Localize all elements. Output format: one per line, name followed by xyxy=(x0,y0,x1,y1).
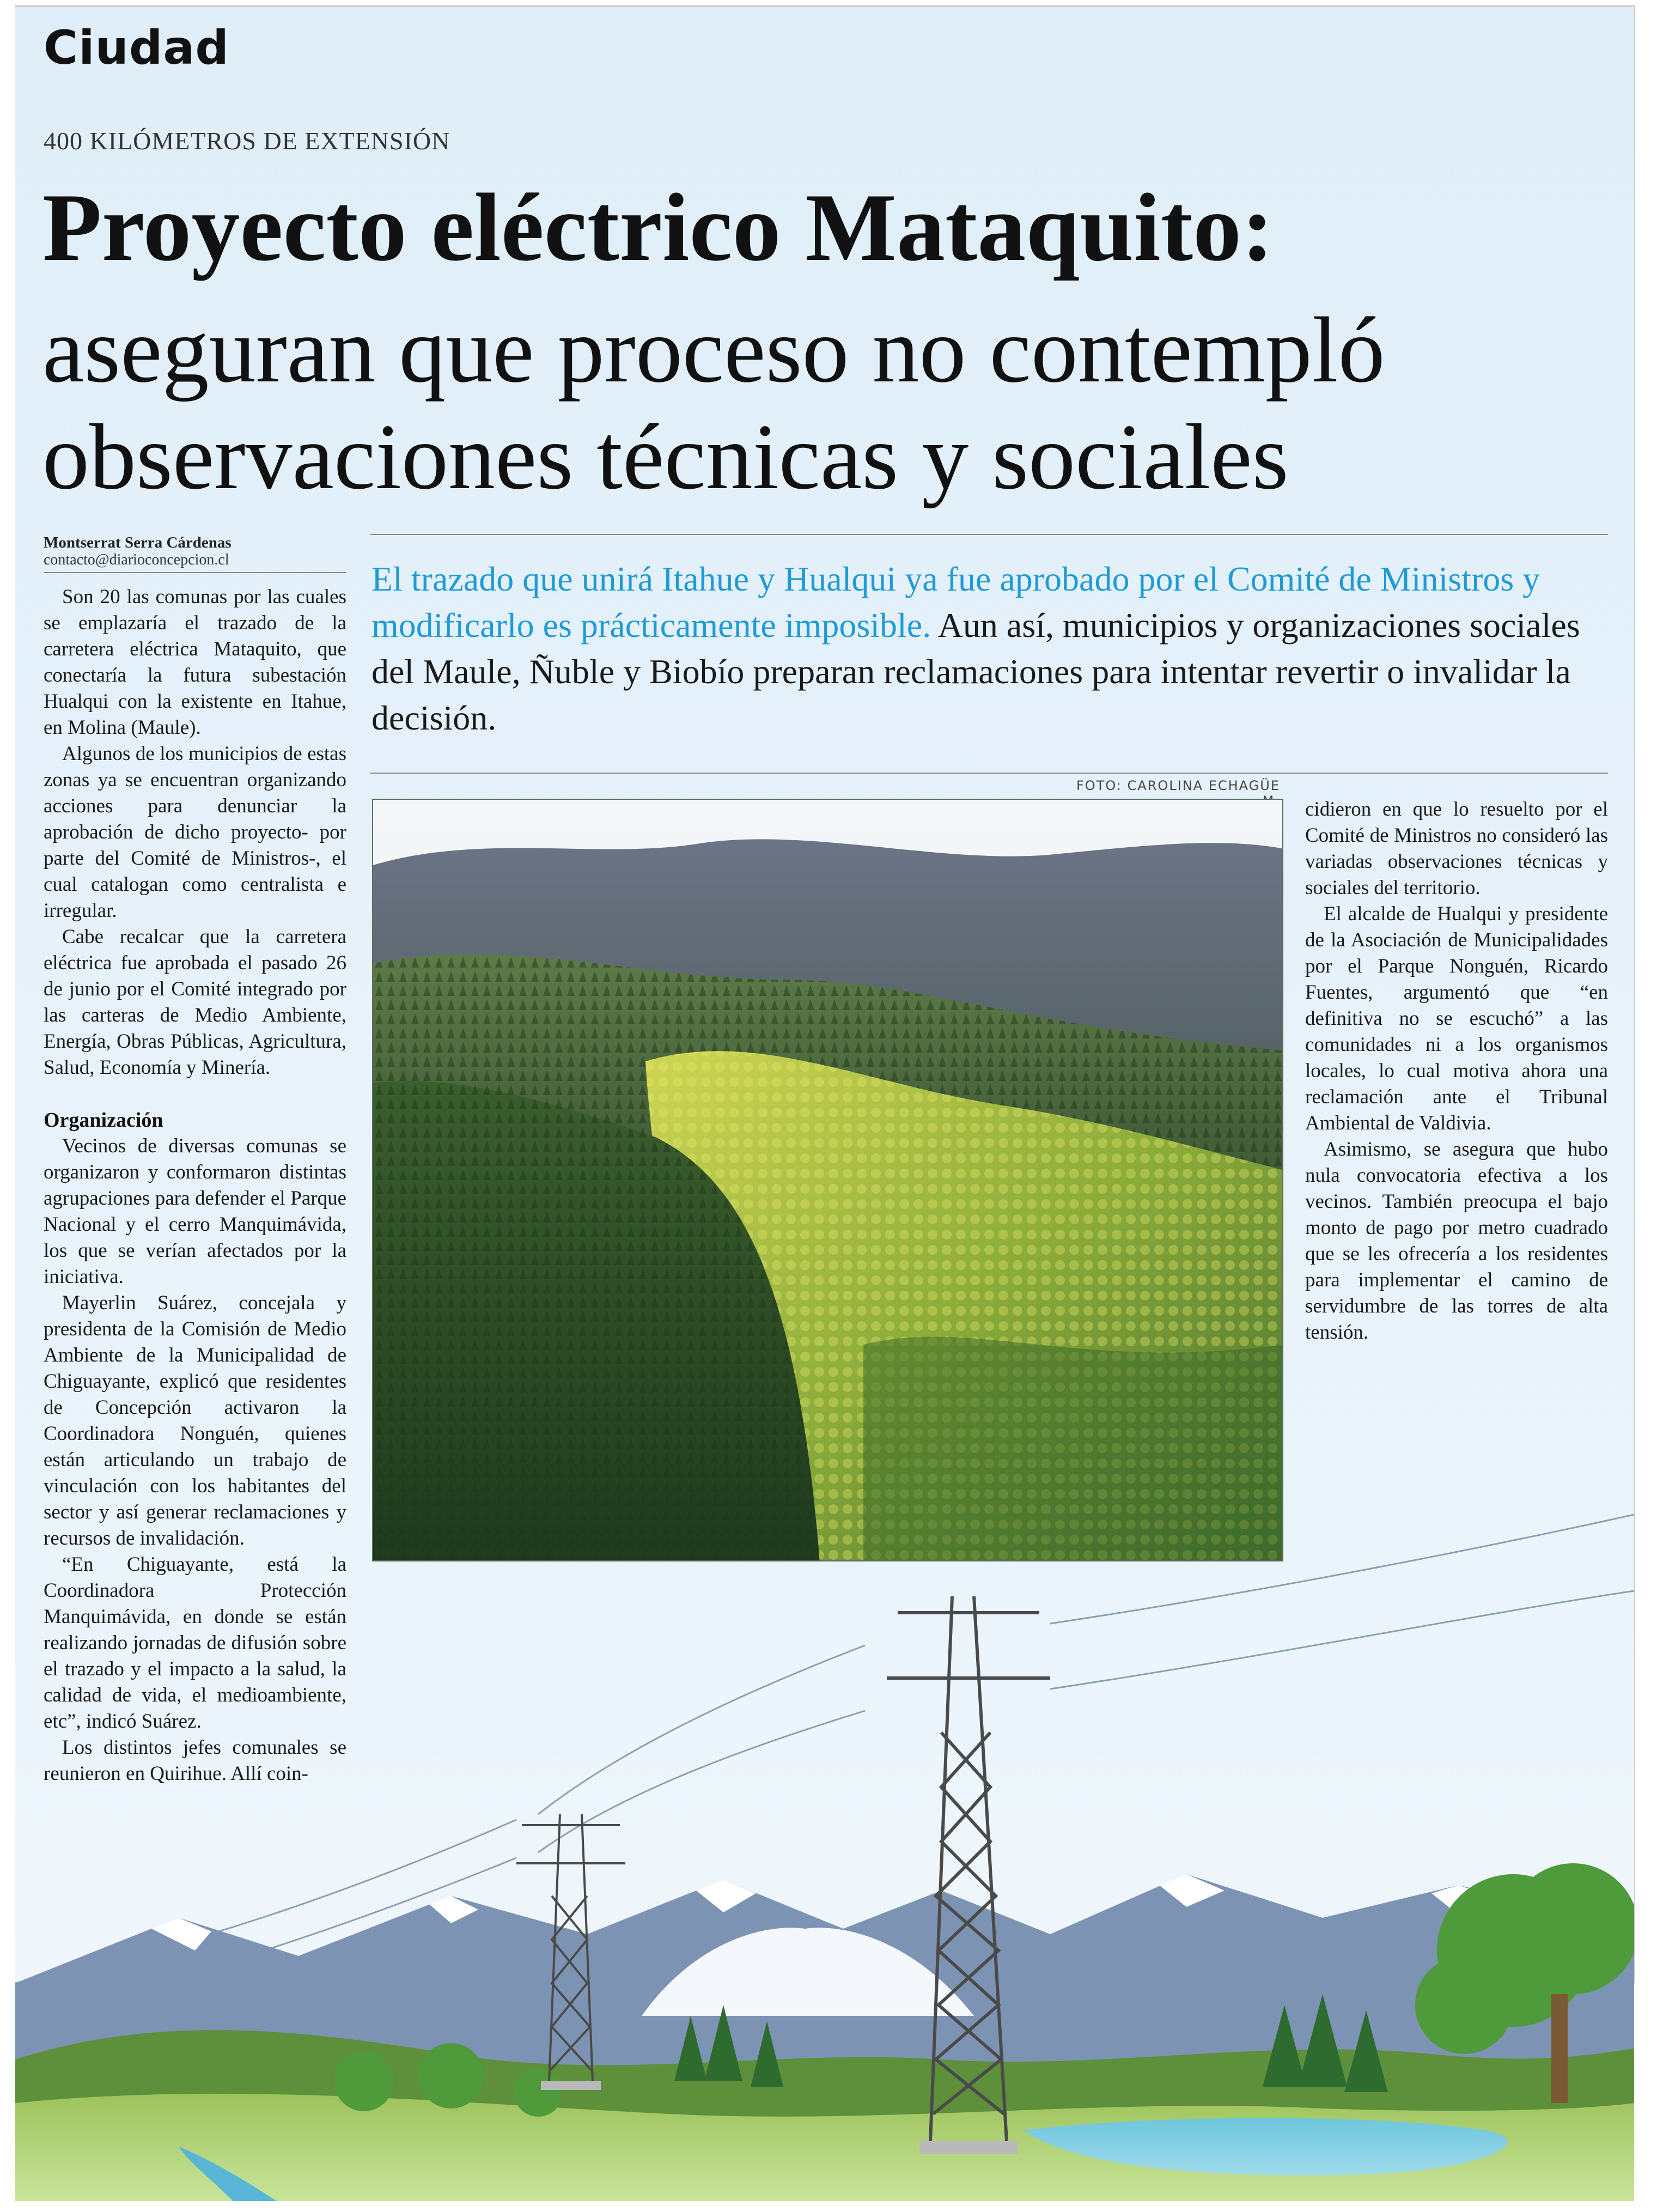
body-paragraph: Vecinos de diversas comunas se organizaron y conformaron distintas agrupaciones para defender el Parque Nacional y el cerro Manquimávida, los que se verían afectados por la iniciativa. xyxy=(44,1135,346,1288)
byline-author: Montserrat Serra Cárdenas xyxy=(44,534,232,551)
lede-highlight: El trazado que unirá Itahue y Hualqui ya fue aprobado por el Comité de Ministros y modificarlo es prácticamente imposible. xyxy=(371,560,1540,645)
landscape-power-line-illustration xyxy=(15,1406,1634,2201)
lede-rule-top xyxy=(370,534,1608,535)
body-paragraph: Cabe recalcar que la carretera eléctrica fue aprobada el pasado 26 de junio por el Comité integrado por las carteras de Medio Ambiente, Energía, Obras Públicas, Agricultura, Salud, Economía y Minería. xyxy=(44,926,346,1079)
photo-credit: FOTO: CAROLINA ECHAGÜE xyxy=(1076,778,1280,793)
body-paragraph: Los distintos jefes comunales se reunieron en Quirihue. Allí coin- xyxy=(44,1736,346,1785)
byline-email: contacto@diarioconcepcion.cl xyxy=(44,551,229,568)
body-column-right xyxy=(1305,797,1608,1346)
section-label: Ciudad xyxy=(44,21,229,75)
body-paragraph: Algunos de los municipios de estas zonas ya se encuentran organizando acciones para denunciar la aprobación de dicho proyecto- por parte del Comité de Ministros-, el cual catalogan como centralista e irregular. xyxy=(44,743,346,922)
headline-main: Proyecto eléctrico Mataquito: xyxy=(42,173,1274,281)
headline-sub: aseguran que proceso no contempló observaciones técnicas y sociales xyxy=(42,299,1385,509)
lede-rule-bottom xyxy=(370,773,1608,774)
body-paragraph: Mayerlin Suárez, concejala y presidenta de la Comisión de Medio Ambiente de la Municipalidad de Chiguayante, explicó que residentes de Concepción activaron la Coordinadora Nonguén, quienes están articulando un trabajo de vinculación con los habitantes del sector y así generar reclamaciones y recursos de invalidación. xyxy=(44,1292,346,1549)
body-paragraph: El alcalde de Hualqui y presidente de la Asociación de Municipalidades por el Parque Nonguén, Ricardo Fuentes, argumentó que “en definitiva no se escuchó” a las comunidades ni a los organismos locales, lo cual motiva ahora una reclamación ante el Tribunal Ambiental de Valdivia. xyxy=(1305,903,1608,1134)
body-paragraph: Asimismo, se asegura que hubo nula convocatoria efectiva a los vecinos. También preocupa el bajo monto de pago por metro cuadrado que se les ofrecería a los residentes para implementar el camino de servidumbre de las torres de alta tensión. xyxy=(1305,1138,1608,1344)
body-paragraph: “En Chiguayante, está la Coordinadora Protección Manquimávida, en donde se están realizando jornadas de difusión sobre el trazado y el impacto a la salud, la calidad de vida, el medioambiente, etc”, indicó Suárez. xyxy=(44,1553,346,1733)
body-subhead: Organización xyxy=(44,1109,163,1132)
body-paragraph: Son 20 las comunas por las cuales se emplazaría el trazado de la carretera eléctrica Mataquito, que conectaría la futura subestación Hualqui con la existente en Itahue, en Molina (Maule). xyxy=(44,586,346,739)
byline-rule xyxy=(44,572,346,573)
body-paragraph: cidieron en que lo resuelto por el Comité de Ministros no consideró las variadas observaciones técnicas y sociales del territorio. xyxy=(1305,798,1608,899)
kicker: 400 KILÓMETROS DE EXTENSIÓN xyxy=(44,127,450,155)
lede-rest: Aun así, municipios y organizaciones sociales del Maule, Ñuble y Biobío preparan reclamaciones para intentar revertir o invalidar la decisión. xyxy=(371,606,1580,738)
page-top-rule xyxy=(15,5,1634,7)
lede-paragraph xyxy=(371,556,1608,741)
page-right-rule xyxy=(1634,5,1635,1983)
